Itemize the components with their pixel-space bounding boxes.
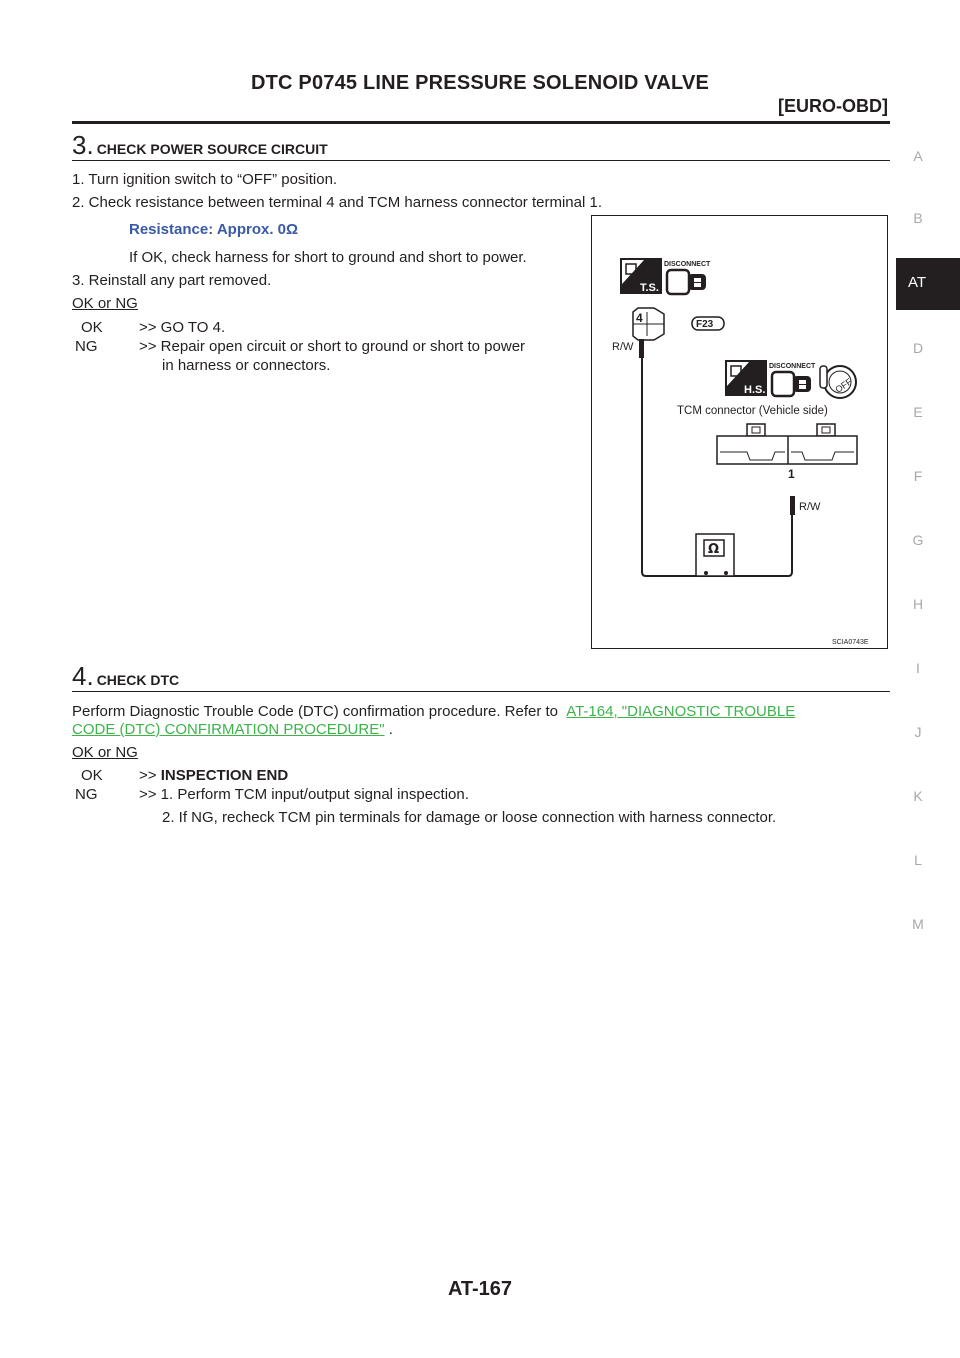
step-3-rule [72,160,890,161]
step-4-ng-result-cont: 2. If NG, recheck TCM pin terminals for damage or loose connection with harness connector. [162,809,777,826]
probe-bottom [790,496,795,515]
step-3-ng-result: >> Repair open circuit or short to ground or short to power [139,338,526,355]
step-3-note: If OK, check harness for short to ground and short to power. [129,249,527,266]
section-tab-i[interactable]: I [916,660,920,676]
ignition-key-icon [820,366,856,398]
probe-top [639,339,644,358]
svg-text:T.S.: T.S. [640,282,659,294]
wire-top-label: R/W [612,341,634,353]
pin-4-label: 4 [636,311,643,325]
step-3-ok-or-ng: OK or NG [72,295,138,312]
step-3-ok-result: >> GO TO 4. [139,319,226,336]
connector-f23-tag [692,317,724,330]
tcm-connector-icon [717,424,857,464]
disconnect-connector-icon-2 [772,372,811,396]
section-tab-at-active[interactable]: AT [896,258,960,310]
circuit-diagram-drawing [592,216,886,647]
hs-icon [725,360,767,396]
svg-text:Ω: Ω [708,542,720,557]
section-tab-k[interactable]: K [913,788,923,804]
disconnect-label-1: DISCONNECT [664,261,711,268]
section-tab-j[interactable]: J [914,724,922,740]
step-3-line-3: 3. Reinstall any part removed. [72,272,272,289]
step-4-heading: 4. CHECK DTC [72,661,180,691]
section-tab-m[interactable]: M [912,916,924,932]
tcm-connector-label: TCM connector (Vehicle side) [677,405,828,417]
circuit-diagram [591,215,888,649]
figure-code: SCIA0743E [832,639,869,646]
svg-text:F23: F23 [696,319,714,330]
resistance-spec: Resistance: Approx. 0Ω [129,221,299,238]
section-tab-f[interactable]: F [913,468,923,484]
step-3-heading: 3. CHECK POWER SOURCE CIRCUIT [72,130,328,160]
svg-text:H.S.: H.S. [744,384,766,396]
disconnect-connector-icon-1 [667,270,706,294]
step-3-ng-result-cont: in harness or connectors. [162,357,331,374]
step-4-body: Perform Diagnostic Trouble Code (DTC) confirmation procedure. Refer to AT-164, "DIAGNOSTIC TROUBLE [72,703,796,720]
ohmmeter-icon [696,534,734,576]
step-4-ok-label: OK [81,767,103,784]
step-4-rule [72,691,890,692]
disconnect-label-2: DISCONNECT [769,363,816,370]
step-4-ng-result: >> 1. Perform TCM input/output signal inspection. [139,786,469,803]
step-3-ng-label: NG [75,338,98,355]
section-tab-l[interactable]: L [914,852,922,868]
section-tab-b[interactable]: B [913,210,923,226]
section-index [896,0,960,1358]
step-4-body-cont: CODE (DTC) CONFIRMATION PROCEDURE" . [72,721,393,738]
ts-icon [620,258,662,294]
step-4-ng-label: NG [75,786,98,803]
page-title: DTC P0745 LINE PRESSURE SOLENOID VALVE [250,72,710,94]
wire-bottom-label: R/W [799,501,821,513]
step-4-ok-or-ng: OK or NG [72,744,138,761]
step-3-ok-label: OK [81,319,103,336]
section-tab-h[interactable]: H [912,596,924,612]
pin-1-label: 1 [788,467,795,481]
step-4-ok-result: >> INSPECTION END [139,767,289,784]
step-3-line-2: 2. Check resistance between terminal 4 and TCM harness connector terminal 1. [72,194,602,211]
step-3-line-1: 1. Turn ignition switch to “OFF” position. [72,171,338,188]
section-tab-g[interactable]: G [912,532,924,548]
section-tab-a[interactable]: A [913,148,923,164]
header-rule [72,121,890,124]
dtc-procedure-link-2[interactable]: CODE (DTC) CONFIRMATION PROCEDURE" [72,721,385,738]
page-subtitle: [EURO-OBD] [778,96,888,116]
section-tab-e[interactable]: E [913,404,923,420]
section-tab-d[interactable]: D [912,340,924,356]
dtc-procedure-link-1[interactable]: AT-164, "DIAGNOSTIC TROUBLE [566,703,796,720]
page-number: AT-167 [447,1278,513,1300]
svg-text:OFF: OFF [833,376,854,395]
